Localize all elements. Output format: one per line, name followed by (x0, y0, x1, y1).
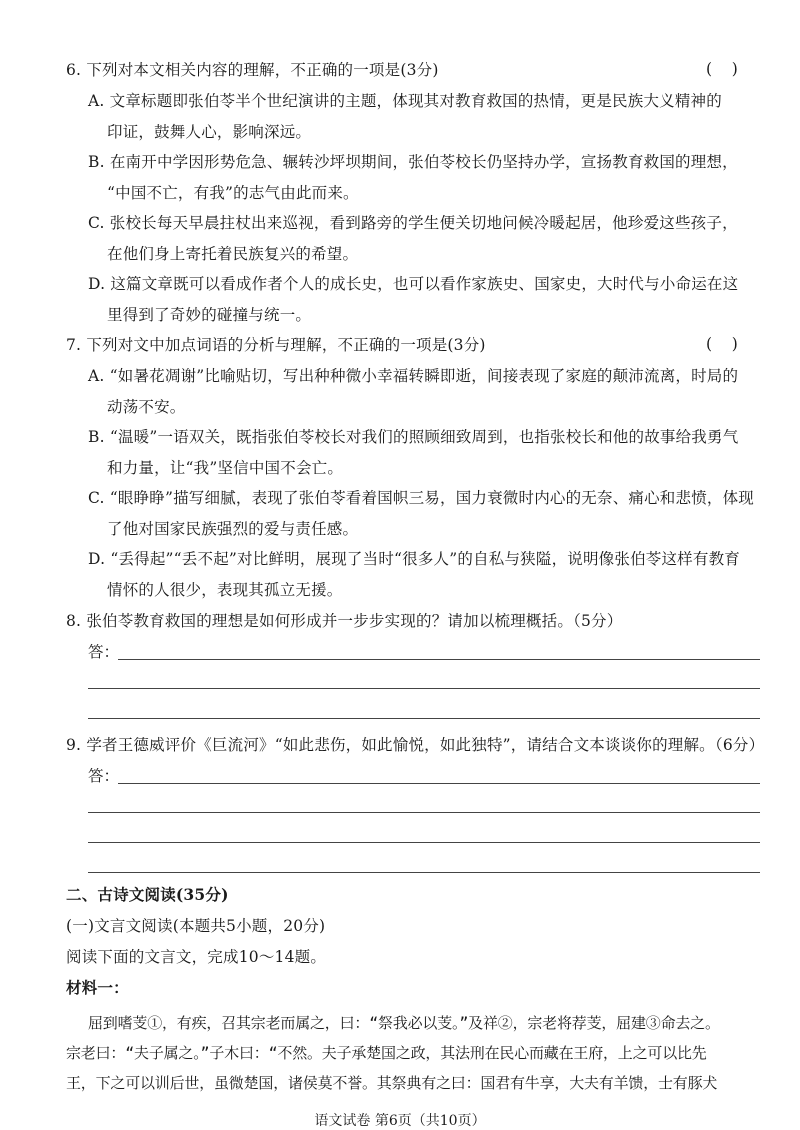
q6-stem: 6. 下列对本文相关内容的理解，不正确的一项是(3分) (66, 61, 439, 79)
q7-option-a: A. “如暑花凋谢”比喻贴切，写出种种微小幸福转瞬即逝，间接表现了家庭的颠沛流离，时局的 (88, 367, 739, 385)
section-title: 二、古诗文阅读(35分) (66, 885, 229, 904)
q8-answer-label: 答： (88, 643, 120, 661)
q6-option-a: A. 文章标题即张伯苓半个世纪演讲的主题，体现其对教育救国的热情，更是民族大义精神的 (88, 92, 722, 110)
q8-answer-row[interactable] (88, 640, 760, 662)
q7-option-b-cont: 和力量，让“我”坚信中国不会亡。 (107, 459, 344, 477)
q8-answer-line-2[interactable] (88, 688, 760, 689)
classical-text-line-3: 王，下之可以训后世，虽微楚国，诸侯莫不誉。其祭典有之曰：国君有牛享，大夫有羊馈，士有豚犬 (66, 1074, 718, 1092)
q7-option-d: D. “丢得起”“丢不起”对比鲜明，展现了当时“很多人”的自私与狭隘，说明像张伯苓这样有教育 (88, 550, 740, 568)
subsection-title: (一)文言文阅读(本题共5小题，20分) (66, 917, 326, 935)
q9-answer-row[interactable] (88, 764, 760, 786)
q9-answer-line-1[interactable] (118, 783, 760, 784)
q8-answer-line-1[interactable] (118, 659, 760, 660)
page-footer: 语文试卷 第6页（共10页） (314, 1113, 486, 1129)
q6-option-c-cont: 在他们身上寄托着民族复兴的希望。 (107, 245, 359, 263)
q6-option-d-cont: 里得到了奇妙的碰撞与统一。 (107, 306, 312, 324)
classical-text-line-1: 屈到嗜芰①，有疾，召其宗老而属之，曰：“祭我必以芰。”及祥②，宗老将荐芰，屈建③命去之。 (88, 1014, 720, 1032)
q9-answer-line-4[interactable] (88, 872, 760, 873)
q9-stem: 9. 学者王德威评价《巨流河》“如此悲伤，如此愉悦，如此独特”，请结合文本谈谈你的理解。（6分） (66, 736, 765, 754)
q6-option-a-cont: 印证，鼓舞人心，影响深远。 (107, 123, 312, 141)
q7-stem: 7. 下列对文中加点词语的分析与理解，不正确的一项是(3分) (66, 336, 486, 354)
q9-answer-line-3[interactable] (88, 842, 760, 843)
classical-text-line-2: 宗老曰：“夫子属之。”子木曰：“不然。夫子承楚国之政，其法刑在民心而藏在王府，上之可以比先 (66, 1044, 707, 1062)
q9-answer-label: 答： (88, 767, 120, 785)
q7-option-b: B. “温暖”一语双关，既指张伯苓校长对我们的照顾细致周到，也指张校长和他的故事给我勇气 (88, 428, 739, 446)
material-label: 材料一： (66, 978, 129, 997)
q6-option-d: D. 这篇文章既可以看成作者个人的成长史，也可以看作家族史、国家史，大时代与小命运在这 (88, 275, 739, 293)
q7-option-c-cont: 了他对国家民族强烈的爱与责任感。 (107, 520, 359, 538)
q9-answer-line-2[interactable] (88, 812, 760, 813)
reading-instruction: 阅读下面的文言文，完成10～14题。 (66, 948, 327, 966)
q8-stem: 8. 张伯苓教育救国的理想是如何形成并一步步实现的？请加以梳理概括。（5分） (66, 612, 623, 630)
q7-answer-paren: ( ) (706, 335, 738, 353)
q7-option-c: C. “眼睁睁”描写细腻，表现了张伯苓看着国帜三易，国力衰微时内心的无奈、痛心和悲愤，体现 (88, 489, 755, 507)
q6-option-c: C. 张校长每天早晨拄杖出来巡视，看到路旁的学生便关切地问候冷暖起居，他珍爱这些孩子， (88, 214, 738, 232)
q6-option-b: B. 在南开中学因形势危急、辗转沙坪坝期间，张伯苓校长仍坚持办学，宣扬教育救国的理想， (88, 153, 738, 171)
q7-option-a-cont: 动荡不安。 (107, 398, 186, 416)
q8-answer-line-3[interactable] (88, 718, 760, 719)
q6-answer-paren: ( ) (706, 60, 738, 78)
q7-option-d-cont: 情怀的人很少，表现其孤立无援。 (107, 581, 343, 599)
q6-option-b-cont: “中国不亡，有我”的志气由此而来。 (107, 184, 359, 202)
